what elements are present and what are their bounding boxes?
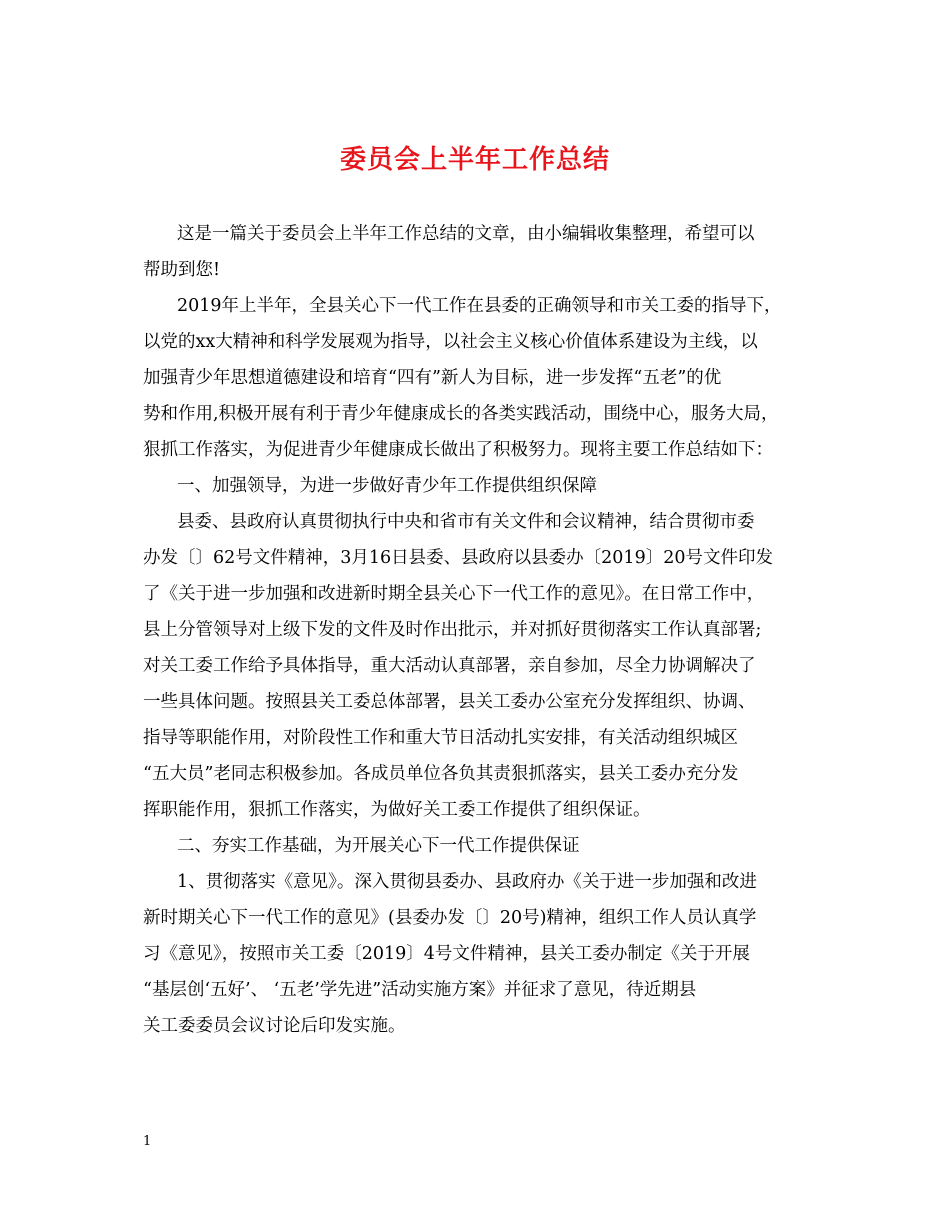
page-number: 1 xyxy=(143,1134,152,1149)
paragraph-line: 以党的xx大精神和科学发展观为指导，以社会主义核心价值体系建设为主线，以 xyxy=(143,332,758,352)
paragraph-line: 帮助到您! xyxy=(143,260,221,280)
paragraph-line: 挥职能作用，狠抓工作落实，为做好关工委工作提供了组织保证。 xyxy=(143,800,651,820)
paragraph-line: 县上分管领导对上级下发的文件及时作出批示，并对抓好贯彻落实工作认真部署; xyxy=(143,620,762,640)
paragraph-line: 办发〔〕62号文件精神，3月16日县委、县政府以县委办〔2019〕20号文件印发 xyxy=(143,548,773,568)
paragraph-line: 一些具体问题。按照县关工委总体部署，县关工委办公室充分发挥组织、协调、 xyxy=(143,692,756,712)
paragraph-line: 新时期关心下一代工作的意见》(县委办发〔〕20号)精神，组织工作人员认真学 xyxy=(143,908,757,928)
paragraph-line: “基层创‘五好’、 ‘五老’学先进”活动实施方案》并征求了意见，待近期县 xyxy=(143,980,697,1000)
paragraph-line: 狠抓工作落实，为促进青少年健康成长做出了积极努力。现将主要工作总结如下： xyxy=(143,440,773,460)
paragraph-line: 指导等职能作用，对阶段性工作和重大节日活动扎实安排，有关活动组织城区 xyxy=(143,728,738,748)
section-heading: 一、加强领导，为进一步做好青少年工作提供组织保障 xyxy=(177,476,597,496)
paragraph-line: 2019年上半年，全县关心下一代工作在县委的正确领导和市关工委的指导下， xyxy=(177,296,782,316)
paragraph-line: 1、贯彻落实《意见》。深入贯彻县委办、县政府办《关于进一步加强和改进 xyxy=(177,872,757,892)
paragraph-line: 对关工委工作给予具体指导，重大活动认真部署，亲自参加，尽全力协调解决了 xyxy=(143,656,756,676)
paragraph-line: 这是一篇关于委员会上半年工作总结的文章，由小编辑收集整理，希望可以 xyxy=(177,224,755,244)
paragraph-line: 加强青少年思想道德建设和培育“四有”新人为目标，进一步发挥“五老”的优 xyxy=(143,368,722,388)
paragraph-line: 了《关于进一步加强和改进新时期全县关心下一代工作的意见》。在日常工作中， xyxy=(143,584,765,604)
paragraph-line: 势和作用,积极开展有利于青少年健康成长的各类实践活动，围绕中心，服务大局， xyxy=(143,404,779,424)
paragraph-line: “五大员”老同志积极参加。各成员单位各负其责狠抓落实，县关工委办充分发 xyxy=(143,764,739,784)
paragraph-line: 习《意见》，按照市关工委〔2019〕4号文件精神，县关工委办制定《关于开展 xyxy=(143,944,750,964)
paragraph-line: 关工委委员会议讨论后印发实施。 xyxy=(143,1016,406,1036)
paragraph-line: 县委、县政府认真贯彻执行中央和省市有关文件和会议精神，结合贯彻市委 xyxy=(177,512,755,532)
document-title: 委员会上半年工作总结 xyxy=(339,145,610,175)
section-heading: 二、夯实工作基础，为开展关心下一代工作提供保证 xyxy=(177,836,580,856)
